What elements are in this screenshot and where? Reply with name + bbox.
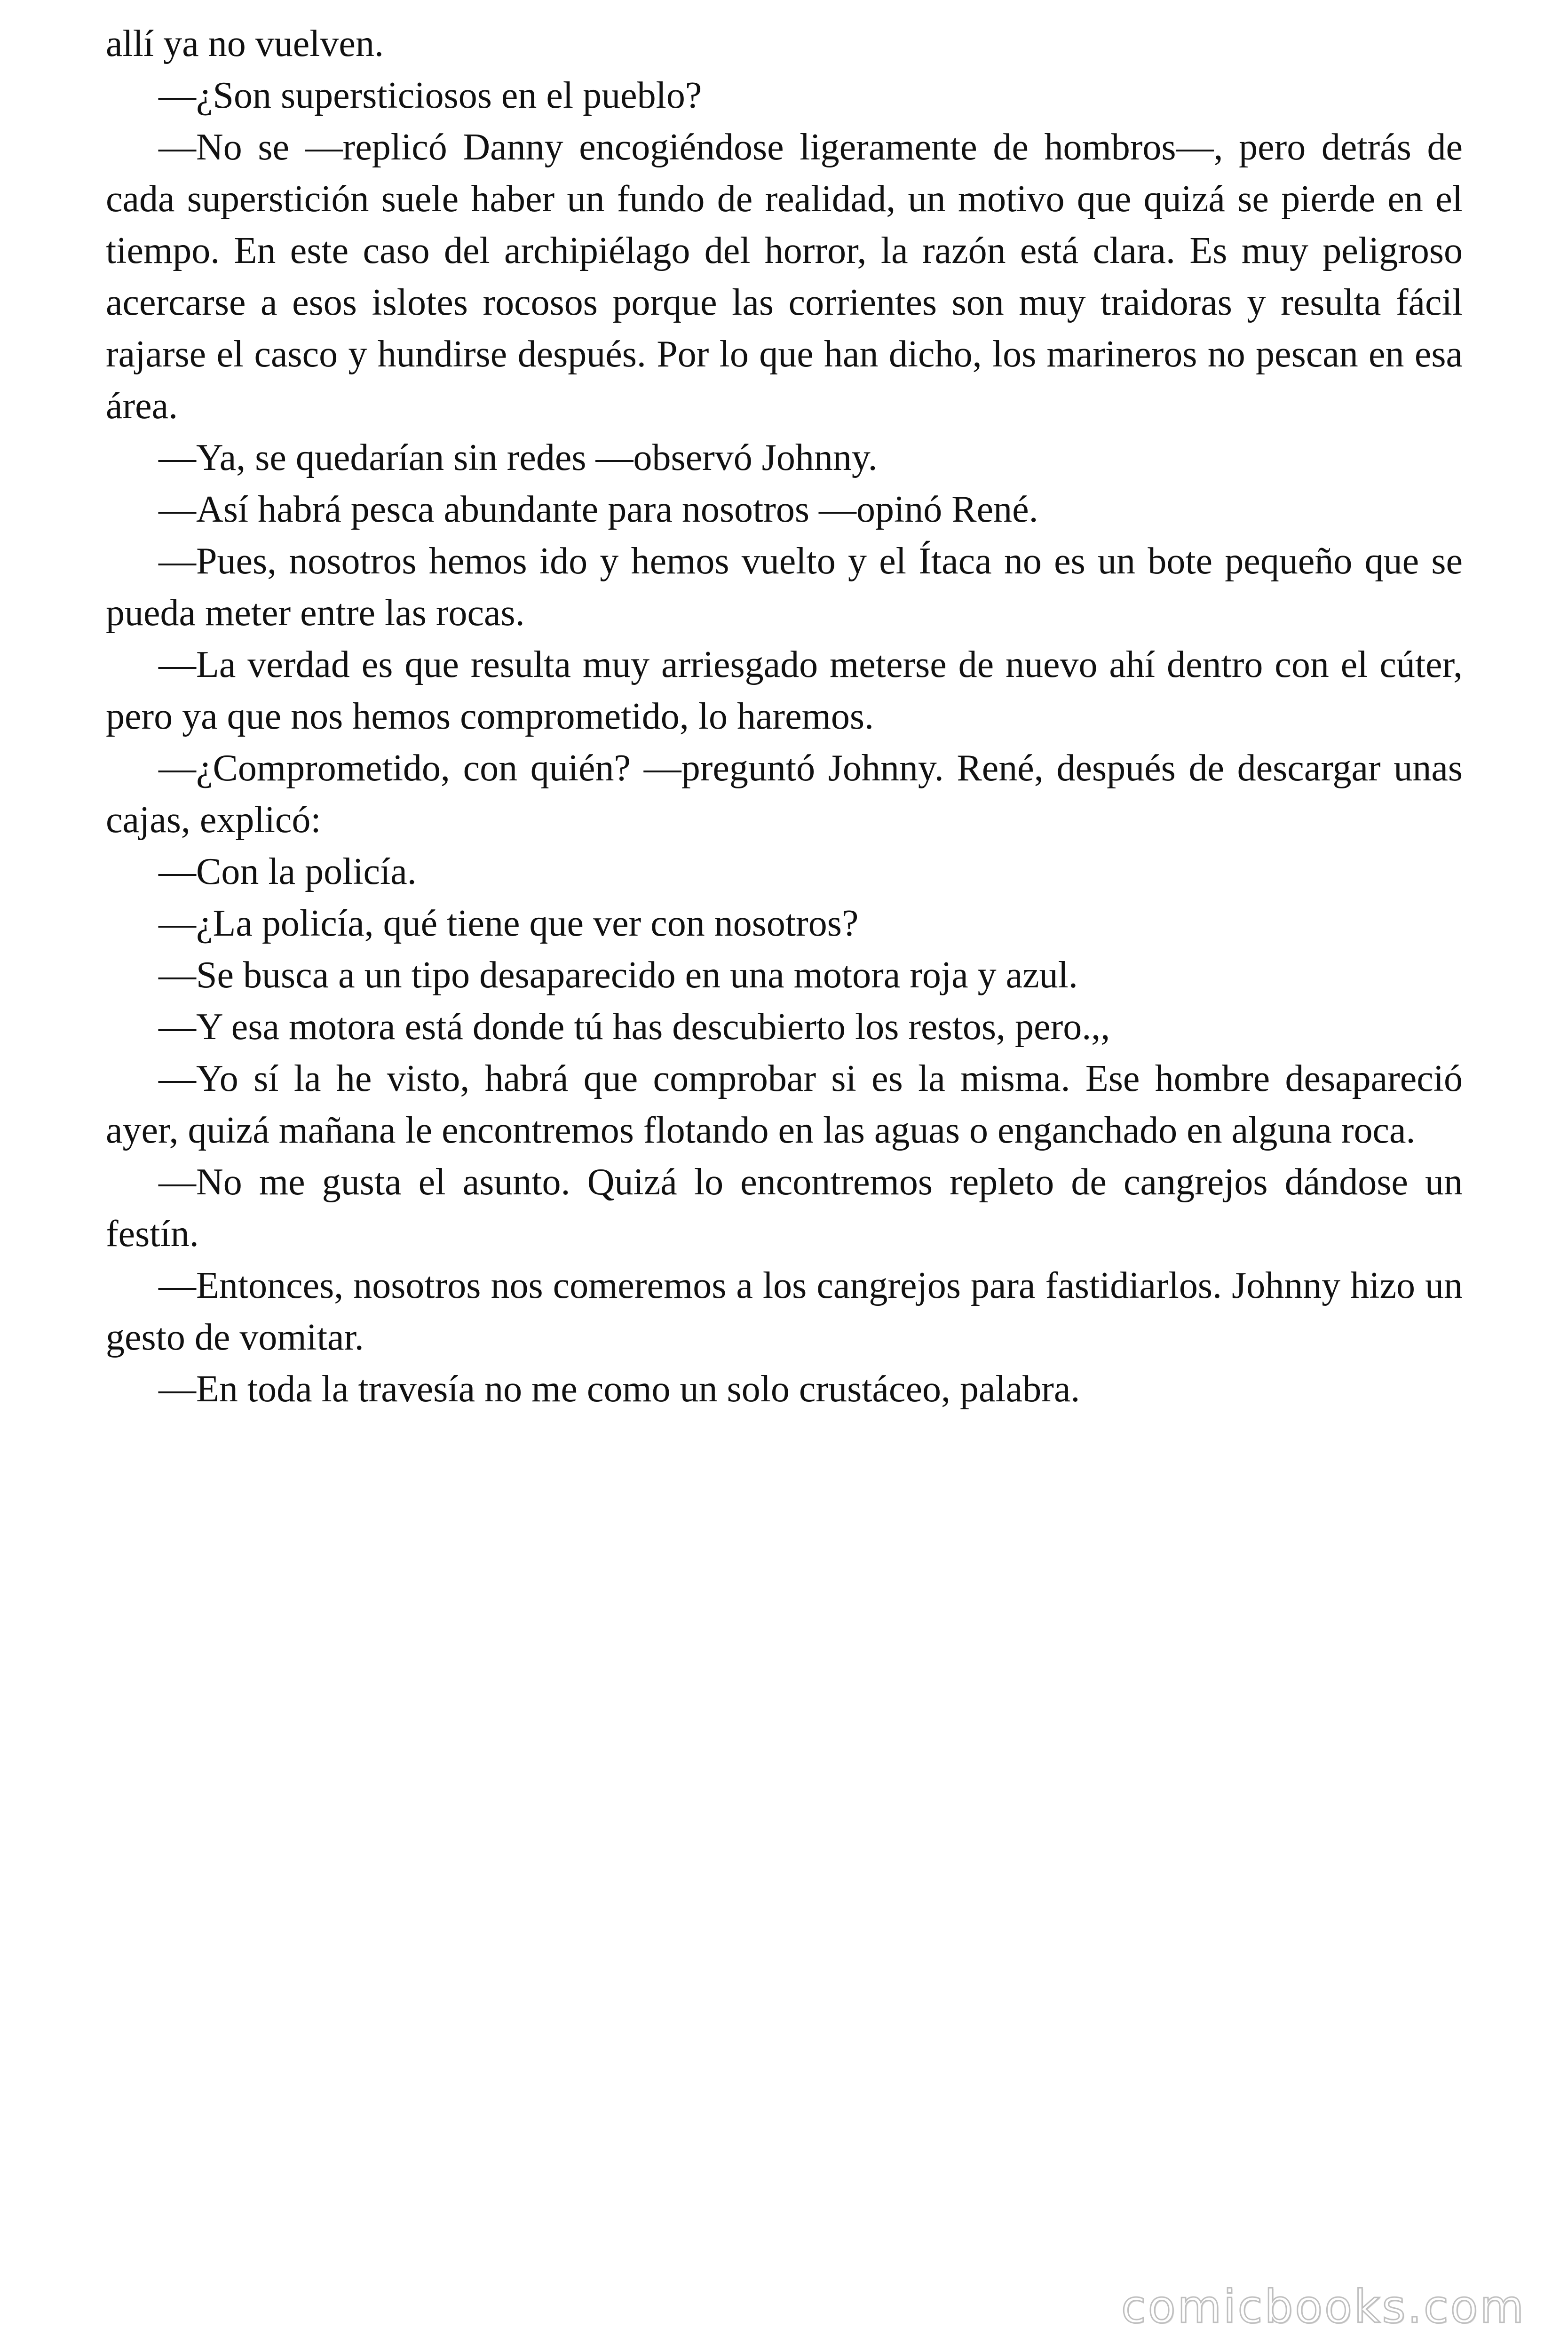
paragraph: —¿Son supersticiosos en el pueblo?: [158, 75, 702, 116]
paragraph: —¿Comprometido, con quién? —preguntó Johnny. René, después de descargar unas cajas, explicó:: [106, 747, 1463, 841]
paragraph: —En toda la travesía no me como un solo crustáceo, palabra.: [158, 1368, 1080, 1410]
paragraph: —No me gusta el asunto. Quizá lo encontremos repleto de cangrejos dándose un festín.: [106, 1161, 1463, 1255]
paragraph: —Pues, nosotros hemos ido y hemos vuelto y el Ítaca no es un bote pequeño que se pueda meter entre las rocas.: [106, 540, 1463, 634]
page-body: [106, 18, 1463, 1415]
paragraph: —Se busca a un tipo desaparecido en una motora roja y azul.: [158, 954, 1078, 996]
paragraph: —Con la policía.: [158, 851, 417, 892]
paragraph: —Y esa motora está donde tú has descubierto los restos, pero.,,: [158, 1006, 1110, 1048]
paragraph: —Ya, se quedarían sin redes —observó Johnny.: [158, 437, 878, 478]
paragraph: —Entonces, nosotros nos comeremos a los cangrejos para fastidiarlos. Johnny hizo un gesto de vomitar.: [106, 1265, 1463, 1358]
paragraph: —¿La policía, qué tiene que ver con nosotros?: [158, 903, 859, 944]
paragraph: —La verdad es que resulta muy arriesgado meterse de nuevo ahí dentro con el cúter, pero ya que nos hemos comprometido, lo haremos.: [106, 644, 1463, 737]
watermark: comicbooks.com: [1121, 2280, 1526, 2333]
paragraph: —Yo sí la he visto, habrá que comprobar si es la misma. Ese hombre desapareció ayer, quizá mañana le encontremos flotando en las aguas o enganchado en alguna roca.: [106, 1058, 1463, 1151]
paragraph: —No se —replicó Danny encogiéndose ligeramente de hombros—, pero detrás de cada superstición suele haber un fundo de realidad, un motivo que quizá se pierde en el tiempo. En este caso del archipiélago del horror, la razón está clara. Es muy peligroso acercarse a esos islotes rocosos porque las corrientes son muy traidoras y resulta fácil rajarse el casco y hundirse después. Por lo que han dicho, los marineros no pescan en esa área.: [106, 127, 1463, 427]
paragraph: —Así habrá pesca abundante para nosotros —opinó René.: [158, 489, 1038, 530]
paragraph: allí ya no vuelven.: [106, 23, 384, 64]
